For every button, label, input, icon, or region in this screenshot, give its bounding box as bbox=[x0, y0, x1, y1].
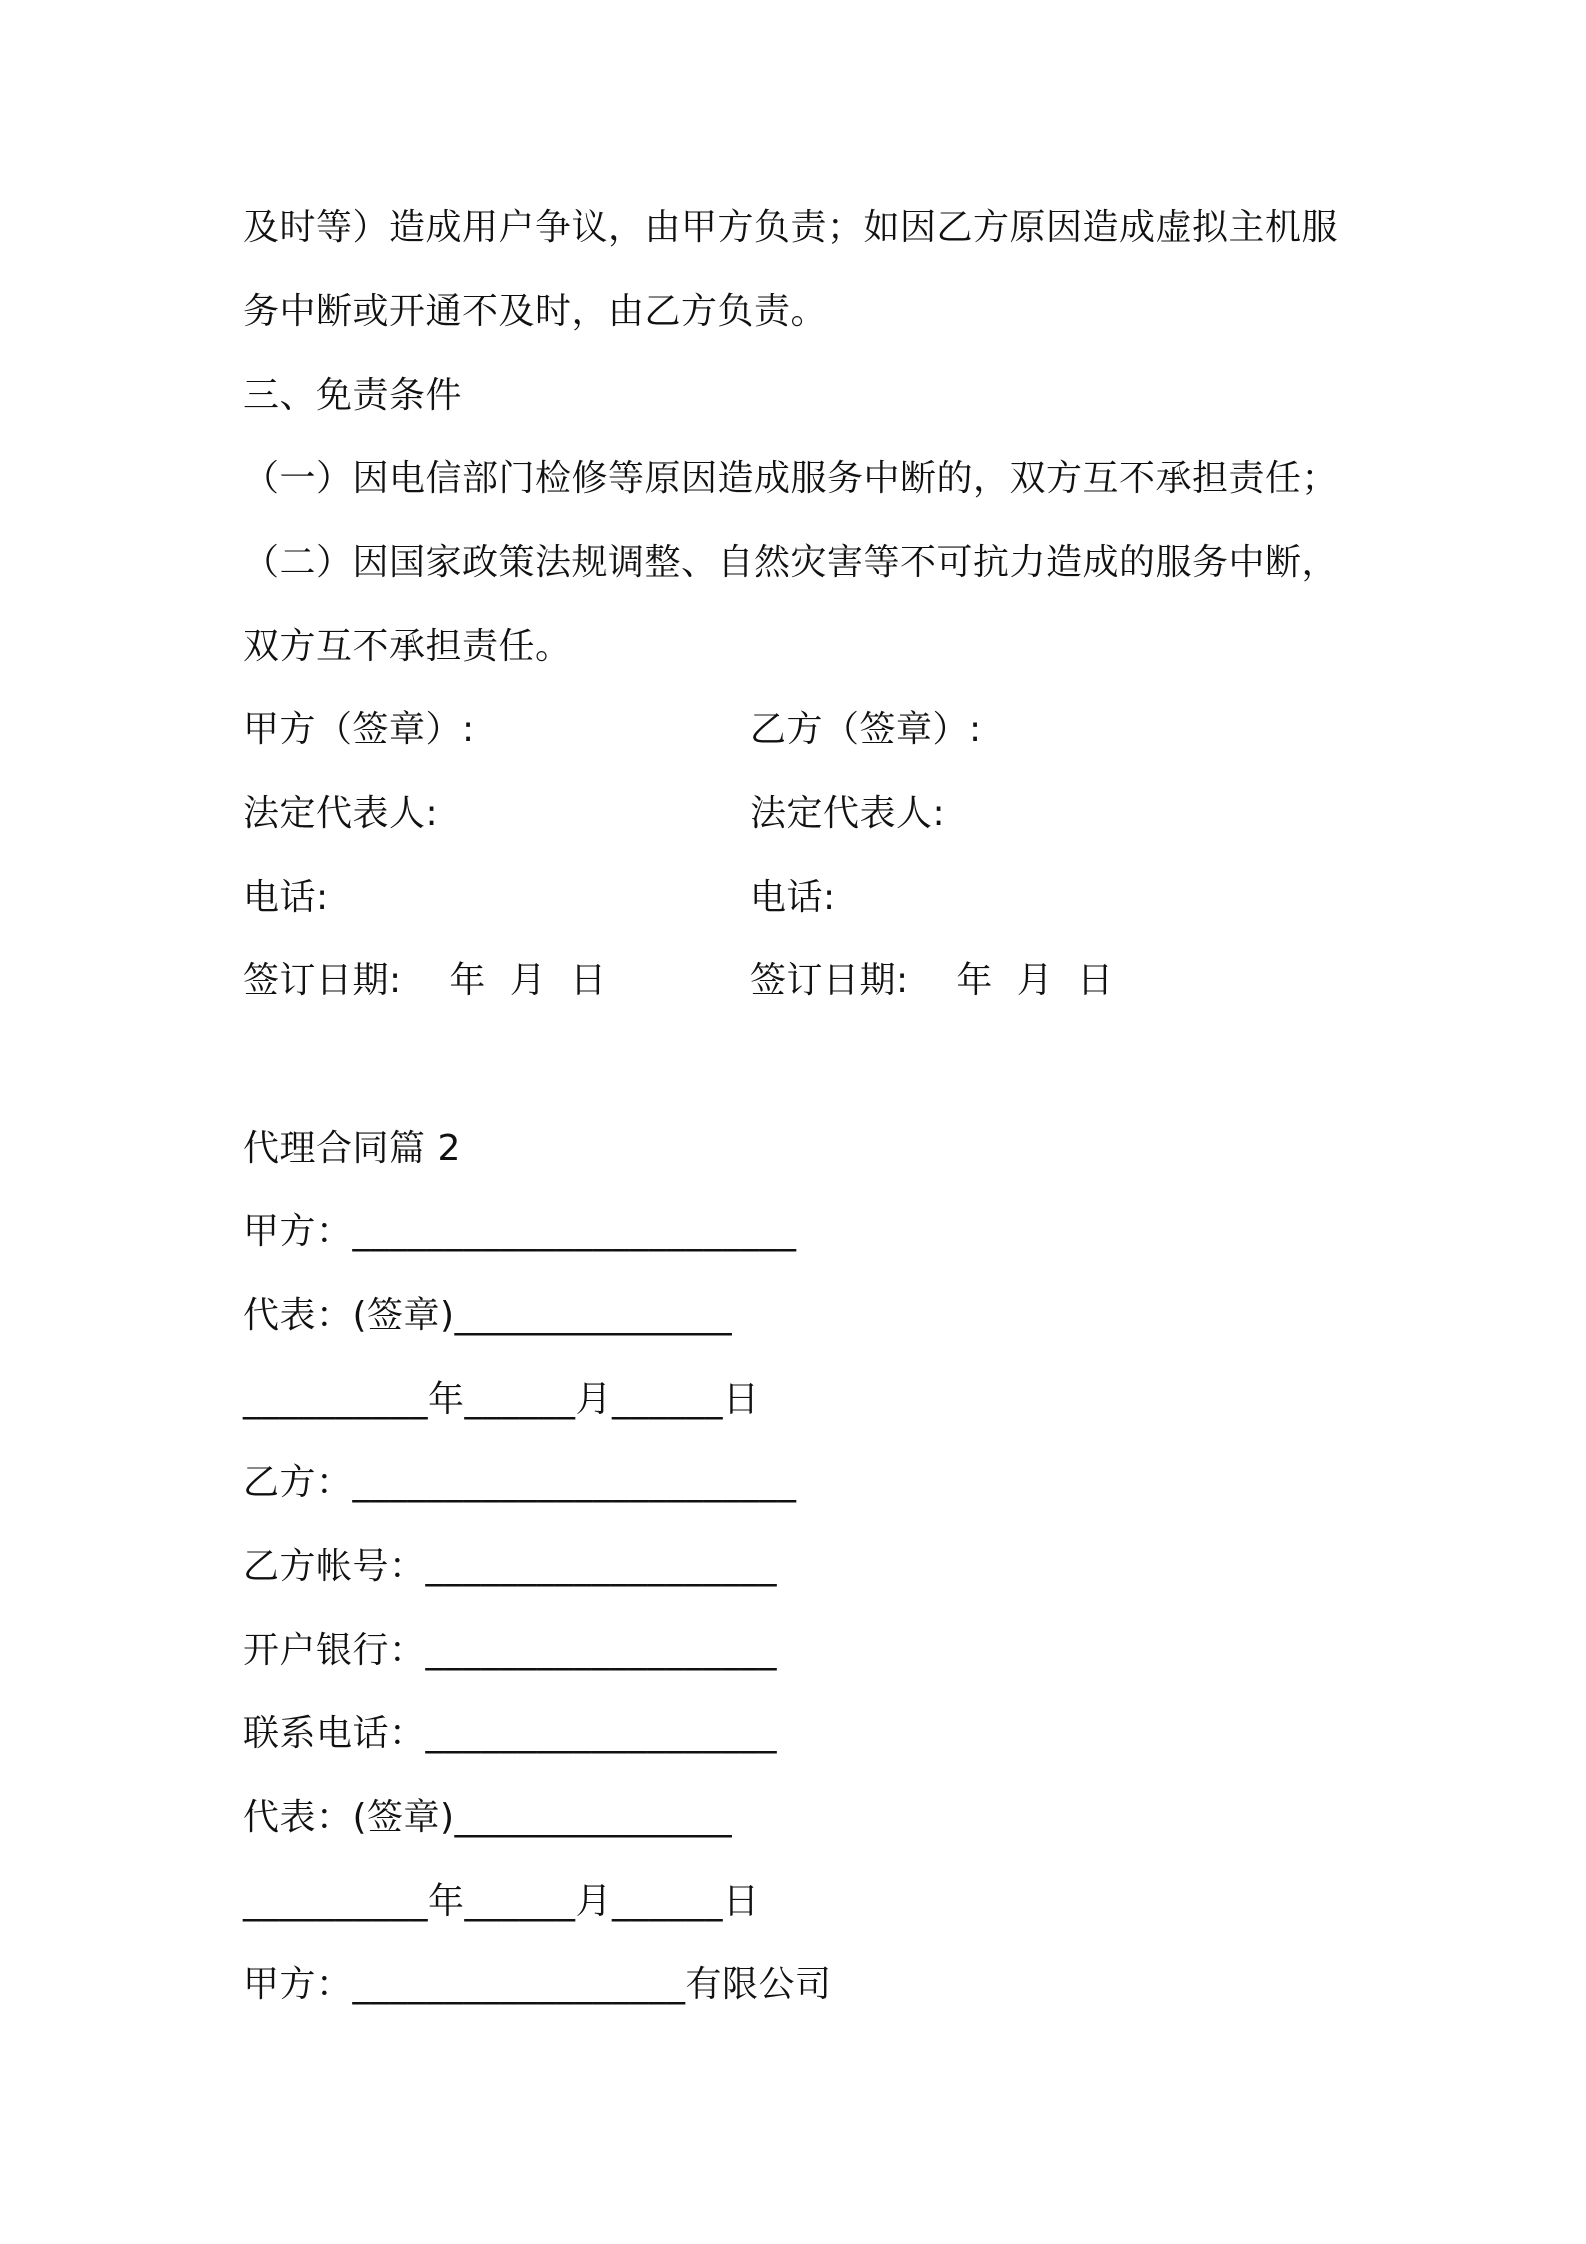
form-line-phone: 联系电话：___________________ bbox=[243, 1713, 778, 1754]
paragraph-line: （一）因电信部门检修等原因造成服务中断的，双方互不承担责任； bbox=[243, 458, 1339, 499]
section-title: 代理合同篇 2 bbox=[243, 1128, 461, 1169]
form-line-party-b: 乙方：________________________ bbox=[243, 1462, 797, 1503]
party-b-phone-label: 电话: bbox=[750, 877, 836, 918]
party-a-date-label: 签订日期: 年 月 日 bbox=[243, 960, 607, 1001]
form-line-date: __________年______月______日 bbox=[243, 1379, 760, 1420]
form-line-rep: 代表：(签章)_______________ bbox=[243, 1295, 733, 1336]
party-b-seal-label: 乙方（签章）: bbox=[750, 709, 982, 750]
paragraph-line: 务中断或开通不及时，由乙方负责。 bbox=[243, 291, 828, 332]
form-line-party-a-company: 甲方：__________________有限公司 bbox=[243, 1964, 832, 2005]
paragraph-line: 及时等）造成用户争议，由甲方负责；如因乙方原因造成虚拟主机服 bbox=[243, 207, 1339, 248]
paragraph-line: 双方互不承担责任。 bbox=[243, 626, 572, 667]
form-line-account: 乙方帐号：___________________ bbox=[243, 1546, 778, 1587]
party-b-date-label: 签订日期: 年 月 日 bbox=[750, 960, 1114, 1001]
paragraph-line: （二）因国家政策法规调整、自然灾害等不可抗力造成的服务中断， bbox=[243, 542, 1339, 583]
form-line-bank: 开户银行：___________________ bbox=[243, 1630, 778, 1671]
form-line-party-a: 甲方：________________________ bbox=[243, 1211, 797, 1252]
party-b-rep-label: 法定代表人: bbox=[750, 793, 946, 834]
form-line-date: __________年______月______日 bbox=[243, 1881, 760, 1922]
party-a-seal-label: 甲方（签章）: bbox=[243, 709, 475, 750]
party-a-phone-label: 电话: bbox=[243, 877, 329, 918]
party-a-rep-label: 法定代表人: bbox=[243, 793, 439, 834]
section-heading: 三、免责条件 bbox=[243, 375, 463, 416]
form-line-rep: 代表：(签章)_______________ bbox=[243, 1797, 733, 1838]
